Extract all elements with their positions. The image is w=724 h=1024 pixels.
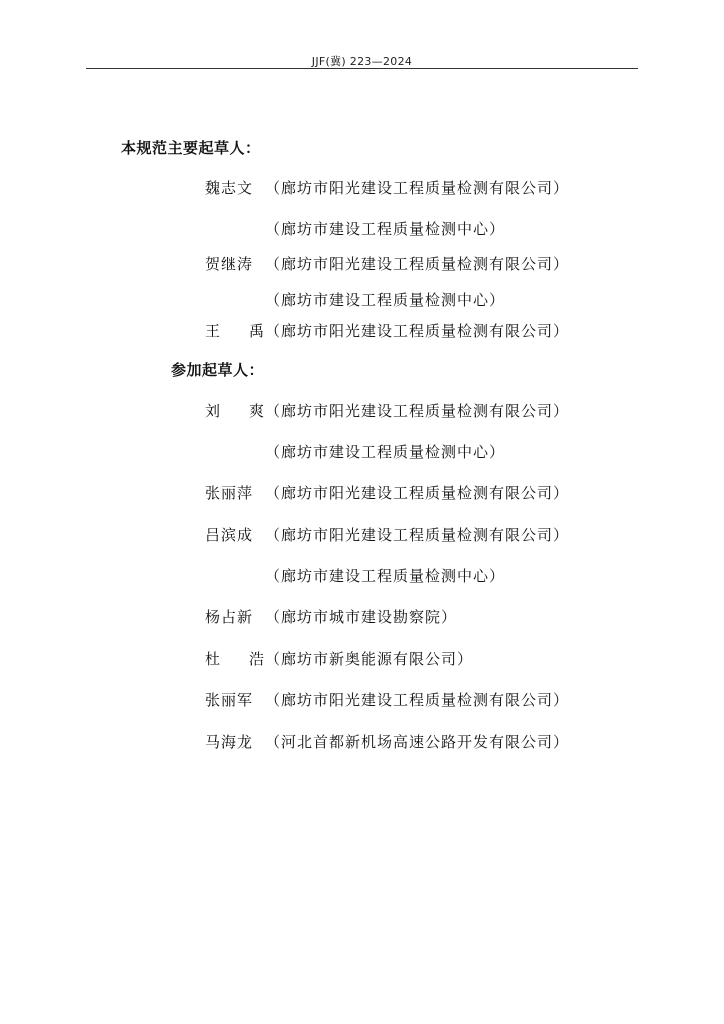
drafter-affiliation: （廊坊市建设工程质量检测中心） — [265, 567, 506, 585]
drafter-entry — [205, 320, 569, 341]
running-header: JJF(冀) 223—2024 — [311, 55, 413, 68]
drafter-affiliation: （廊坊市阳光建设工程质量检测有限公司） — [265, 255, 570, 273]
drafter-affiliation: （廊坊市新奥能源有限公司） — [265, 650, 474, 668]
drafter-entry — [205, 565, 505, 586]
drafter-affiliation: （廊坊市阳光建设工程质量检测有限公司） — [265, 526, 570, 544]
drafter-entry — [205, 289, 505, 310]
drafter-name: 贺继涛 — [205, 255, 254, 273]
drafter-entry — [205, 400, 569, 421]
drafter-affiliation: （廊坊市建设工程质量检测中心） — [265, 220, 506, 238]
participating-drafters-heading: 参加起草人： — [171, 361, 265, 379]
drafter-entry — [205, 524, 569, 545]
main-drafters-heading: 本规范主要起草人： — [121, 139, 261, 157]
drafter-entry — [205, 218, 505, 239]
header-rule — [86, 68, 638, 69]
drafter-entry — [205, 441, 505, 462]
drafter-affiliation: （廊坊市阳光建设工程质量检测有限公司） — [265, 322, 570, 340]
drafter-name: 刘爽 — [205, 402, 265, 420]
drafter-affiliation: （廊坊市阳光建设工程质量检测有限公司） — [265, 691, 570, 709]
drafter-entry — [205, 253, 569, 274]
drafter-name: 杜浩 — [205, 650, 265, 668]
drafter-entry — [205, 689, 569, 710]
drafter-entry — [205, 482, 569, 503]
drafter-affiliation: （廊坊市城市建设勘察院） — [265, 608, 458, 626]
drafter-entry — [205, 648, 473, 669]
drafter-name: 杨占新 — [205, 608, 254, 626]
drafter-name: 魏志文 — [205, 179, 254, 197]
drafter-name: 吕滨成 — [205, 526, 254, 544]
drafter-entry — [205, 177, 569, 198]
drafter-affiliation: （廊坊市阳光建设工程质量检测有限公司） — [265, 402, 570, 420]
drafter-affiliation: （廊坊市建设工程质量检测中心） — [265, 443, 506, 461]
drafter-name: 王禹 — [205, 322, 265, 340]
drafter-affiliation: （河北首都新机场高速公路开发有限公司） — [265, 733, 570, 751]
drafter-affiliation: （廊坊市阳光建设工程质量检测有限公司） — [265, 484, 570, 502]
drafter-name: 张丽军 — [205, 691, 254, 709]
drafter-entry — [205, 606, 457, 627]
drafter-name: 张丽萍 — [205, 484, 254, 502]
drafter-name: 马海龙 — [205, 733, 254, 751]
drafter-affiliation: （廊坊市建设工程质量检测中心） — [265, 291, 506, 309]
drafter-affiliation: （廊坊市阳光建设工程质量检测有限公司） — [265, 179, 570, 197]
drafter-entry — [205, 731, 569, 752]
